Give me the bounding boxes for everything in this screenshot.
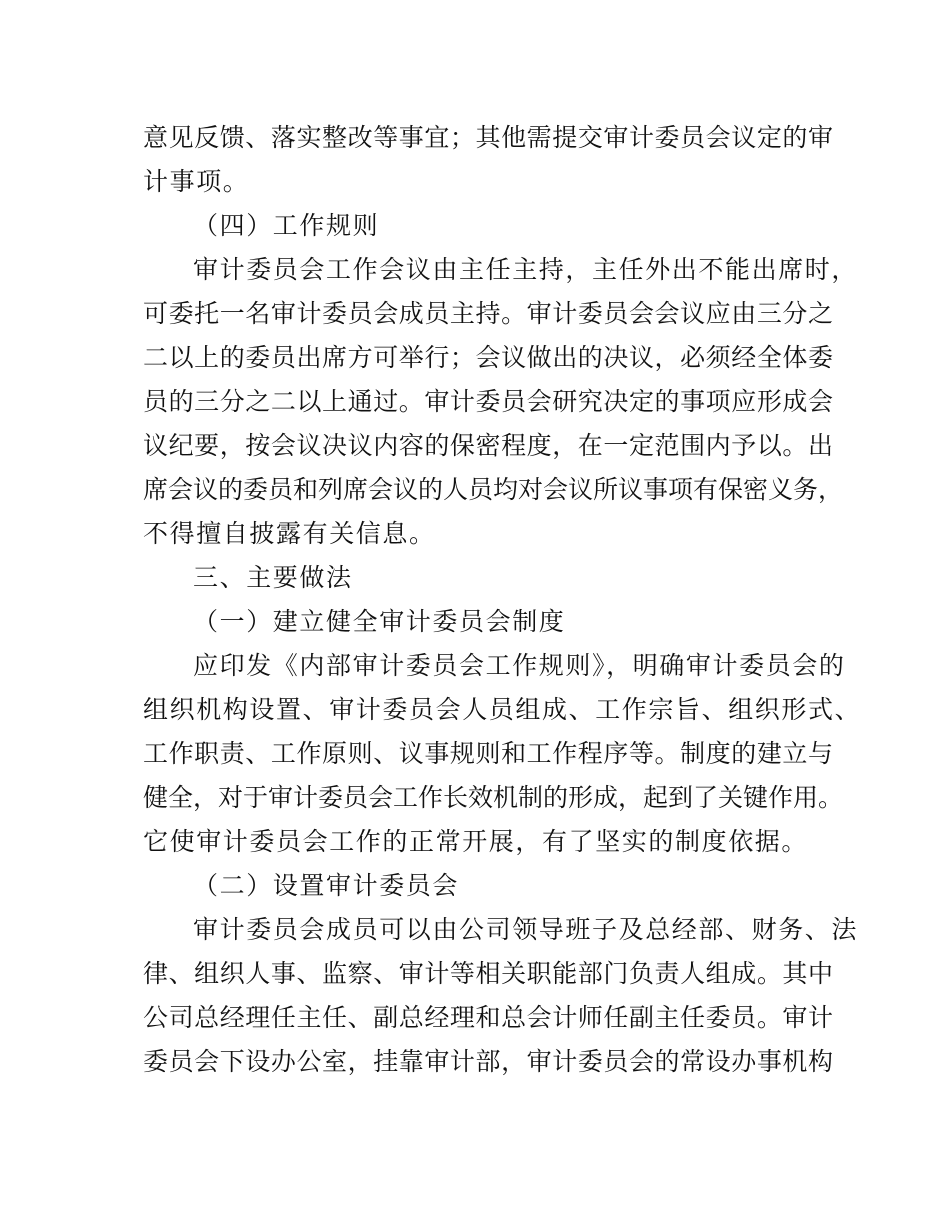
body-text-line: 组织机构设置、审计委员会人员组成、工作宗旨、组织形式、 [143,695,862,724]
body-text-line: 审计委员会工作会议由主任主持，主任外出不能出席时， [193,255,859,284]
body-text-line: 健全，对于审计委员会工作长效机制的形成，起到了关键作用。 [143,783,844,812]
section-heading: （二）设置审计委员会 [193,871,460,900]
body-text-line: 员的三分之二以上通过。审计委员会研究决定的事项应形成会 [143,387,833,416]
body-text-line: 它使审计委员会工作的正常开展，有了坚实的制度依据。 [143,827,809,856]
section-heading: 三、主要做法 [193,563,353,592]
body-text-line: 律、组织人事、监察、审计等相关职能部门负责人组成。其中 [143,959,833,988]
body-text-line: 工作职责、工作原则、议事规则和工作程序等。制度的建立与 [143,739,833,768]
body-text-line: 计事项。 [143,167,250,196]
body-text-line: 二以上的委员出席方可举行；会议做出的决议，必须经全体委 [143,343,833,372]
body-text-line: 审计委员会成员可以由公司领导班子及总经部、财务、法 [193,915,859,944]
body-text-line: 公司总经理任主任、副总经理和总会计师任副主任委员。审计 [143,1003,833,1032]
body-text-line: 可委托一名审计委员会成员主持。审计委员会会议应由三分之 [143,299,833,328]
body-text-line: 不得擅自披露有关信息。 [143,519,436,548]
section-heading: （四）工作规则 [193,211,380,240]
body-text-line: 委员会下设办公室，挂靠审计部，审计委员会的常设办事机构 [143,1047,833,1076]
body-text-line: 席会议的委员和列席会议的人员均对会议所议事项有保密义务， [143,475,844,504]
body-text-line: 议纪要，按会议决议内容的保密程度，在一定范围内予以。出 [143,431,833,460]
body-text-line: 意见反馈、落实整改等事宜；其他需提交审计委员会议定的审 [143,123,833,152]
body-text-line: 应印发《内部审计委员会工作规则》，明确审计委员会的 [193,651,846,680]
section-heading: （一）建立健全审计委员会制度 [193,607,566,636]
